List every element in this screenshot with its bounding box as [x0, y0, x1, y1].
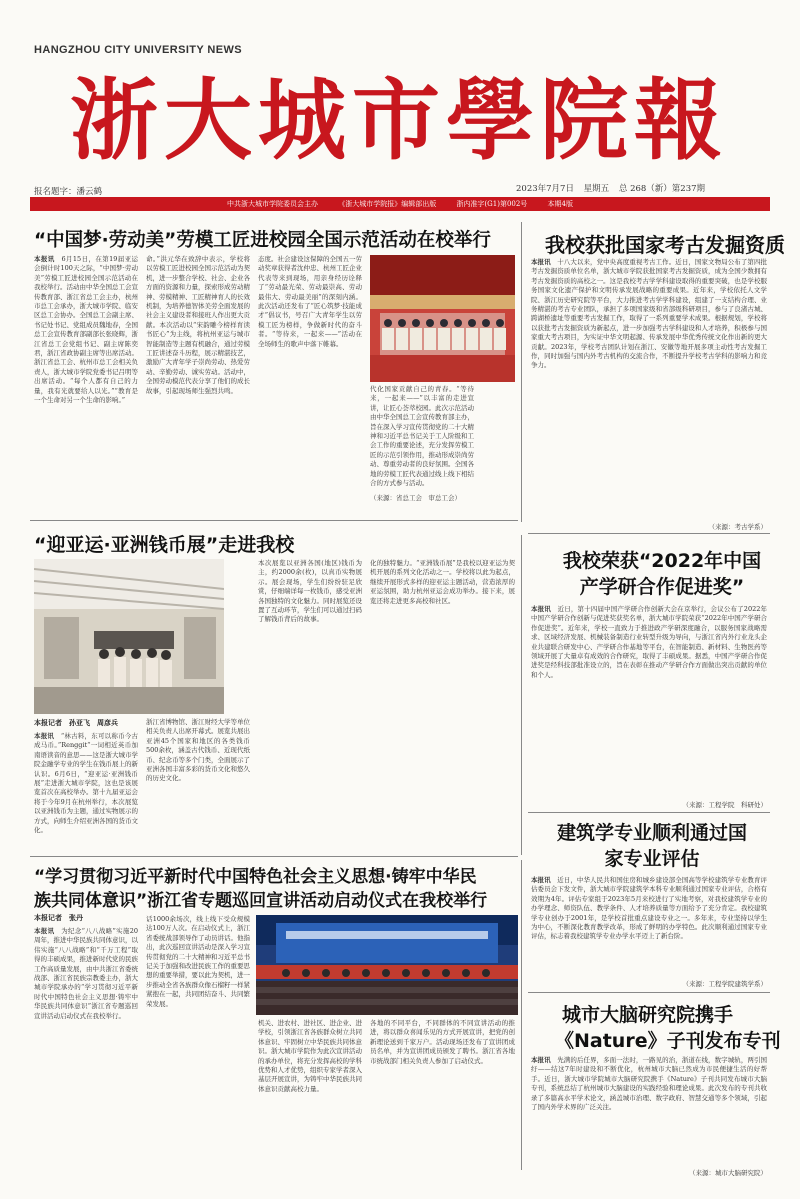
- article2-credit: （来源：考古学系）: [708, 523, 767, 531]
- article5-body: 本报讯 近日，中华人民共和国住房和城乡建设部全国高等学校建筑学专业教育评估委员会下发文件，浙大城市学院建筑学本科专业顺利通过国家专业评估，合格有效期为4年。评估专家组于2023年5月来校进行了实地考察，对我校建筑学专业的办学理念、师资队伍、教学条件、人才培养质量等方面给予了充分肯定。我校建筑学专业创办于2001年，是学校首批重点建设专业之一。多年来，专业坚持以学生为中心，不断深化教育教学改革，形成了鲜明的办学特色。此次顺利通过国家专业评估，标志着我校建筑学专业办学水平迈上了新台阶。: [531, 876, 767, 941]
- section-divider: [528, 533, 770, 534]
- article6-col4: 各地的不同平台，不同群体的不同宣讲活动的推进，将以群众喜闻乐见的方式开展宣讲，把党的创新理论送到千家万户。活动现场还发布了宣讲团成员名单，并为宣讲团成员颁发了聘书。浙江省各地市统战部门相关负责人参加了启动仪式。: [370, 1019, 515, 1065]
- article4-title: 我校荣获“2022年中国产学研合作促进奖”: [562, 550, 762, 598]
- article6-col1: 本报讯 为纪念“八八战略”实施20周年，推进中华民族共同体意识，以伟实施“八八战略”和“千万工程”取得的丰硕成果，推进新时代党的民族工作高质量发展，由中共浙江省委统战部、浙江省民族宗教委主办，浙大城市学院承办的“学习贯彻习近平新时代中国特色社会主义思想·铸牢中华民族共同体意识”浙江省专题巡回宣讲活动启动仪式在我校举行。: [34, 927, 138, 1020]
- column-divider: [521, 222, 522, 522]
- column-divider: [521, 535, 522, 855]
- article3-byline: 本报记者 孙亚飞 周彦兵: [34, 718, 118, 727]
- article2-body: 本报讯 十八大以来，党中央高度重视考古工作。近日，国家文物局公布了第四批考古发掘资质单位名单，浙大城市学院获批国家考古发掘资质，成为全国少数拥有考古发掘资质的高校之一。这是我校考古学学科建设取得的重要突破，也是学校服务国家文化遗产保护和文明传承发展战略的重要成果。近年来，学校依托人文学院、浙江历史研究院等平台，大力推进考古学学科建设，组建了一支结构合理、业务精湛的考古专业团队，承担了多项国家级和省部级科研项目，参与了良渚古城、跨湖桥遗址等重要考古发掘工作，取得了一系列重要学术成果。根据规划，学校将以获批考古发掘资质为新起点，进一步加强考古学科建设和人才培养，积极参与国家重大考古项目，为实证中华文明起源、传承发展中华优秀传统文化作出新的更大贡献。2023年，学校考古团队计划在浙江、安徽等地开展多项主动性考古发掘工作，同时加强与国内外考古机构的交流合作，不断提升学校考古学科的影响力和竞争力。: [531, 258, 767, 370]
- article4-credit: （来源：工程学院 科研处）: [682, 801, 767, 809]
- article6-col2: 话1000余场次，线上线下受众规模达100万人次。在启动仪式上，浙江省委统战部领导作了动员讲话。他指出，此次巡回宣讲活动是深入学习宣传贯彻党的二十大精神和习近平总书记关于加强和改进民族工作的重要思想的重要举措，要以此为契机，进一步推动全省各族群众像石榴籽一样紧紧抱在一起，共同团结奋斗、共同繁荣发展。: [146, 915, 250, 1008]
- dateline: 本报讯: [34, 255, 55, 263]
- article7-body: 本报讯 先满的后任界，多面一法时，一路见的治，浙道在线，数字城轨，两引国纡——结这7年时建设和不断优化，杭州城市大脑已然成为市民便捷生活的好帮手。近日，浙大城市学院城市大脑研究院携手《Nature》子刊共同发布城市大脑专刊，系统总结了杭州城市大脑建设的实践经验和理论成果。此次发布的专刊共收录了多篇高水平学术论文，涵盖城市治理、数字政府、智慧交通等多个领域，引起了国内外学术界的广泛关注。: [531, 1056, 767, 1112]
- article1-col4: 代化国家贡献自己的青春。“等待来，一起来——”以丰富的走进宣讲，让匠心荟萃校园。此次示范活动由中华全国总工会宣传教育部主办，旨在深入学习宣传贯彻党的二十大精神和习近平总书记关于工人阶级和工会工作的重要论述，充分发挥劳模工匠的示范引领作用，推动形成崇尚劳动、尊重劳动者的良好氛围。全国各地的劳模工匠代表通过线上线下相结合的方式参与活动。: [370, 385, 474, 488]
- article7-title-line2: 《Nature》子刊发布专刊: [555, 1030, 781, 1052]
- dateline: 本报讯: [531, 258, 551, 266]
- section-divider: [528, 812, 770, 813]
- article2-title: 我校获批国家考古发掘资质: [545, 233, 785, 257]
- article6-title-line1: “学习贯彻习近平新时代中国特色社会主义思想·铸牢中华民: [34, 867, 477, 887]
- dateline: 本报讯: [34, 927, 55, 935]
- article4-title-line1: [562, 548, 762, 600]
- article6-byline: 本报记者 张丹: [34, 913, 83, 922]
- article6-title-line2: 族共同体意识”浙江省专题巡回宣讲活动启动仪式在我校举行: [34, 891, 488, 911]
- article1-col3: 态度。社会建设这保障的全国五一劳动奖章获得者沈仲忠、杭州工匠企业代表等来到现场，用亲身经历诠释了“劳动最光荣、劳动最崇高、劳动最伟大、劳动最美丽”的深刻内涵。此次活动还发布了“匠心筑梦·技能成才”倡议书，号召广大青年学生以劳模工匠为榜样，争做新时代的奋斗者。“等待来，一起来——”活动在全场师生的歌声中落下帷幕。: [258, 255, 362, 348]
- issue-date: 2023年7月7日: [516, 184, 574, 194]
- article4-body: 本报讯 近日，第十四届中国产学研合作创新大会在京举行，会议公布了2022年中国产学研合作创新与促进奖获奖名单，浙大城市学院荣获“2022年中国产学研合作促进奖”。近年来，学校一直致力于推进政产学研深度融合，以服务国家战略需求、区域经济发展、机械装备制造行业转型升级为导向，与浙江省内外行业龙头企业共建联合研发中心、产学研合作基地等平台，在智能制造、新材料、生物医药等领域开展了大量卓有成效的合作研究，取得了丰硕成果。据悉，中国产学研合作促进奖是经科技部批准设立的，旨在表彰在推动产学研合作方面做出突出贡献的单位和个人。: [531, 605, 767, 679]
- masthead: 浙大城市學院報: [70, 68, 729, 172]
- dateline: 本报讯: [531, 876, 551, 884]
- article3-col1: 本报讯 “林古料，东可以称币今古成马币。”Renggit“一词相近英币加南语读音的意思——这是浙大城市学院金融学专业的学生在钱币展上的新认识。6月6日，“迎亚运·亚洲钱币展”走进浙大城市学院，这也是该展览首次在高校举办。第十九届亚运会将于今年9月在杭州举行，本次展览以亚洲钱币为主题，通过实物展示的方式，向师生介绍亚洲各国的货币文化。: [34, 732, 138, 835]
- section-divider: [30, 856, 518, 857]
- article6-col2b: [146, 1019, 250, 1167]
- section-divider: [528, 992, 770, 993]
- band-sponsor: 中共浙大城市学院委员会主办: [226, 200, 318, 208]
- issue-number: 总 268（新）第237期: [618, 184, 706, 194]
- column-divider: [521, 860, 522, 1170]
- dateline: 本报讯: [531, 605, 551, 613]
- section-divider: [30, 520, 518, 521]
- band-pages: 本期4版: [547, 200, 574, 208]
- article7-credit: （来源：城市大脑研究院）: [689, 1169, 767, 1177]
- article3-col3: 本次展览以亚洲各国(地区)钱币为主，约2000余(枚)，以真币实物展示。展会现场，学生们纷纷驻足欣赏，仔细端详每一枚钱币，感受亚洲各国独特的文化魅力。同时展览还设置了互动环节，学生们可以通过扫码了解钱币背后的故事。: [258, 559, 362, 624]
- article1-col1: 本报讯 6月15日，在第19届亚运会倒计时100天之际，“中国梦·劳动美”劳模工匠进校园全国示范活动在我校举行。活动由中华全国总工会宣传教育部、浙江省总工会主办，杭州市总工会承办，浙大城市学院、临安区总工会协办。全国总工会副主席、书记处书记、党组成员魏地春，全国总工会宣传教育部副部长张晓辉，浙江省总工会党组书记、副主席陈奕君，浙江省政协副主席等出席活动。浙江省总工会、杭州市总工会相关负责人，浙大城市学院党委书记吕明等出席活动。“每个人都有自己的力量，我有光就要给人以光。”“教育是一个生命对另一个生命的影响。”: [34, 255, 138, 405]
- article1-credit: （来源：省总工会 审总工会）: [370, 494, 461, 502]
- band-license: 浙内准字(G1)第002号: [456, 200, 528, 208]
- article1-photo: [370, 255, 515, 382]
- article1-col2: 命。”洪元华在致辞中表示，学校将以劳模工匠进校园全国示范活动为契机，进一步整合学校、社会、企业各方面的资源和力量，探索形成劳动精神、劳模精神、工匠精神育人的长效机制，为培养德智体美劳全面发展的社会主义建设者和接班人作出更大贡献。本次活动以“宋韵雕今榜样育读书匠心”为主线，将杭州亚运与城市智能制造等主题有机融合，通过劳模工匠讲述奋斗历程，展示精湛技艺，激励广大青年学子崇尚劳动、热爱劳动、辛勤劳动、诚实劳动。活动中，全国劳动模范代表分享了他们的成长故事，引起现场师生强烈共鸣。: [146, 255, 250, 395]
- article3-title: “迎亚运·亚洲钱币展”走进我校: [34, 534, 295, 556]
- article6-col3: 机关、进农村、进社区、进企业、进学校，引领浙江省各族群众树立共同体意识、牢固树立中华民族共同体意识。浙大城市学院作为此次宣讲活动的承办单位，将充分发挥高校的学科优势和人才优势，组织专家学者深入基层开展宣讲，为铸牢中华民族共同体意识贡献高校力量。: [258, 1019, 362, 1093]
- issue-weekday: 星期五: [583, 184, 610, 194]
- english-title: HANGZHOU CITY UNIVERSITY NEWS: [34, 44, 242, 56]
- issue-info: [516, 182, 712, 194]
- dateline: 本报讯: [531, 1056, 551, 1064]
- publisher-band: [30, 197, 770, 211]
- dateline: 本报讯: [34, 732, 55, 740]
- article3-col2: 浙江省博物馆、浙江财经大学等单位相关负责人出席开幕式。展览共展出亚洲45个国家和地区的各类钱币500余枚，涵盖古代钱币、近现代纸币、纪念币等多个门类，全面展示了亚洲各国丰富多彩的货币文化和悠久的历史文化。: [146, 718, 250, 783]
- article6-photo: [256, 915, 518, 1015]
- article7-title-line1: 城市大脑研究院携手: [562, 1004, 734, 1026]
- article1-title: “中国梦·劳动美”劳模工匠进校园全国示范活动在校举行: [34, 230, 491, 251]
- article3-photo: [34, 559, 224, 714]
- article5-title: 建筑学专业顺利通过国家专业评估: [556, 822, 747, 870]
- inscription: 报名题字：潘云鹤: [34, 187, 103, 197]
- article3-col4: 化的独特魅力。“亚洲钱币展”是我校以迎亚运为契机开展的系列文化活动之一。学校将以此为起点，继续开展形式多样的迎亚运主题活动，营造浓厚的亚运氛围，助力杭州亚运会成功举办。接下来，展览还将走进更多高校和社区。: [370, 559, 515, 605]
- article5-credit: （来源：工程学院建筑学系）: [682, 980, 767, 988]
- band-editor: 《浙大城市学院报》编辑部出版: [338, 200, 437, 208]
